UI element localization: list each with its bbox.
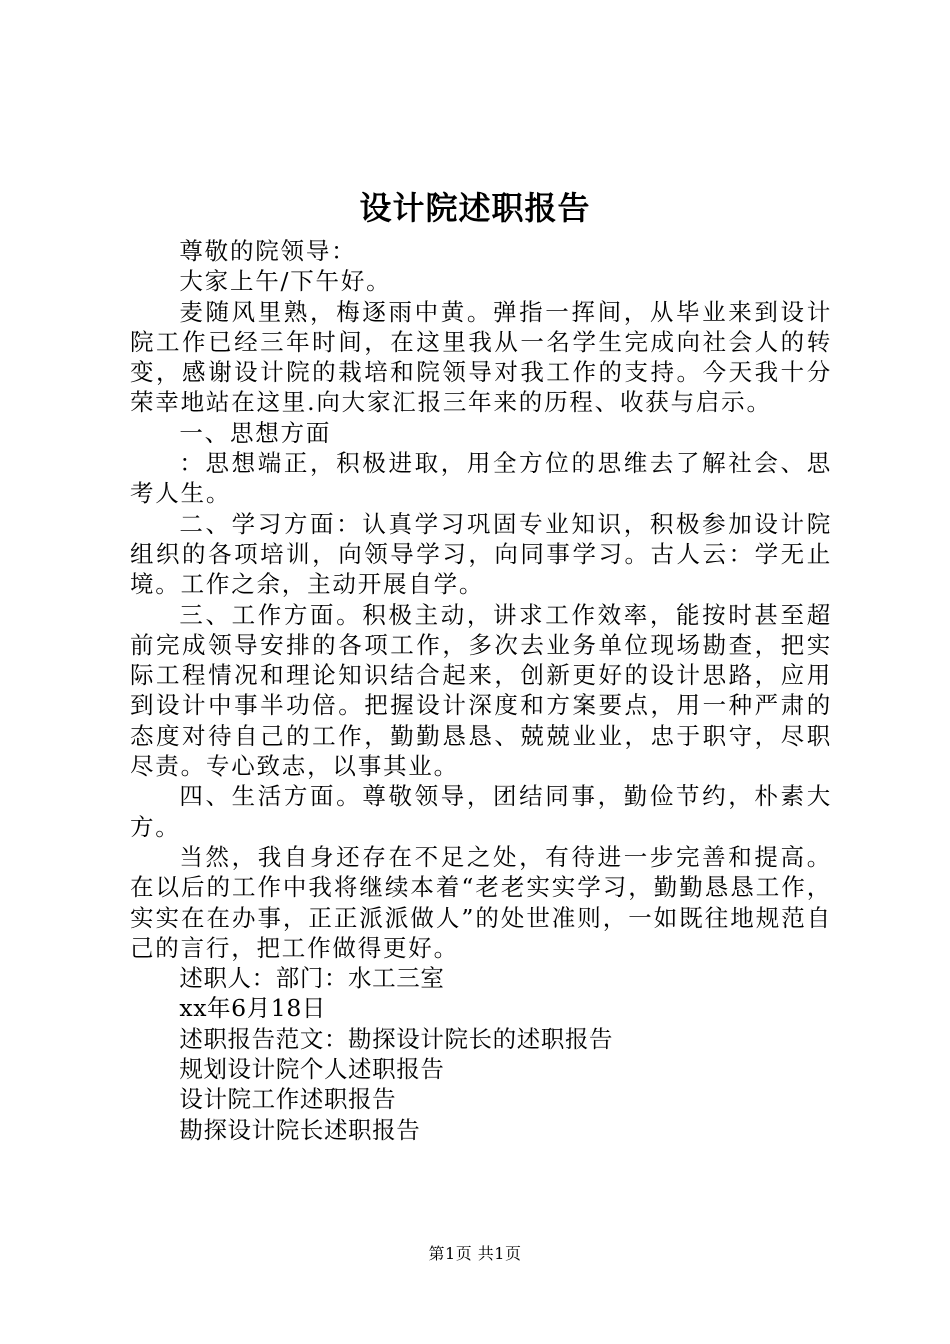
document-body [130,236,832,1145]
paragraph-conclusion: 当然，我自身还存在不足之处，有待进一步完善和提高。在以后的工作中我将继续本着“老老实实学习，勤勤恳恳工作，实实在在办事，正正派派做人”的处世准则，一如既往地规范自己的言行，把工作做得更好。 [130,842,832,962]
paragraph-related-1: 述职报告范文：勘探设计院长的述职报告 [179,1024,614,1053]
paragraph-section-life: 四、生活方面。尊敬领导，团结同事，勤俭节约，朴素大方。 [130,782,832,841]
paragraph-section-thought-heading: 一、思想方面 [179,418,332,447]
paragraph-section-work: 三、工作方面。积极主动，讲求工作效率，能按时甚至超前完成领导安排的各项工作，多次去业务单位现场勘查，把实际工程情况和理论知识结合起来，创新更好的设计思路，应用到设计中事半功倍。把握设计深度和方案要点，用一种严肃的态度对待自己的工作，勤勤恳恳、兢兢业业，忠于职守，尽职尽责。专心致志，以事其业。 [130,600,832,781]
paragraph-greeting: 大家上午/下午好。 [179,267,392,296]
paragraph-section-thought: ：思想端正，积极进取，用全方位的思维去了解社会、思考人生。 [130,449,832,508]
paragraph-section-study: 二、学习方面：认真学习巩固专业知识，积极参加设计院组织的各项培训，向领导学习，向同事学习。古人云：学无止境。工作之余，主动开展自学。 [130,509,832,599]
paragraph-related-4: 勘探设计院长述职报告 [179,1115,421,1144]
paragraph-related-3: 设计院工作述职报告 [179,1085,397,1114]
paragraph-reporter: 述职人：部门：水工三室 [179,964,445,993]
page-footer: 第1页 共1页 [428,1244,522,1263]
document-title: 设计院述职报告 [359,189,591,227]
paragraph-salutation: 尊敬的院领导： [179,237,357,265]
paragraph-date: xx年6月18日 [179,994,327,1023]
paragraph-intro: 麦随风里熟，梅逐雨中黄。弹指一挥间，从毕业来到设计院工作已经三年时间，在这里我从一名学生完成向社会人的转变，感谢设计院的栽培和院领导对我工作的支持。今天我十分荣幸地站在这里.向大家汇报三年来的历程、收获与启示。 [130,297,832,417]
paragraph-related-2: 规划设计院个人述职报告 [179,1055,445,1084]
